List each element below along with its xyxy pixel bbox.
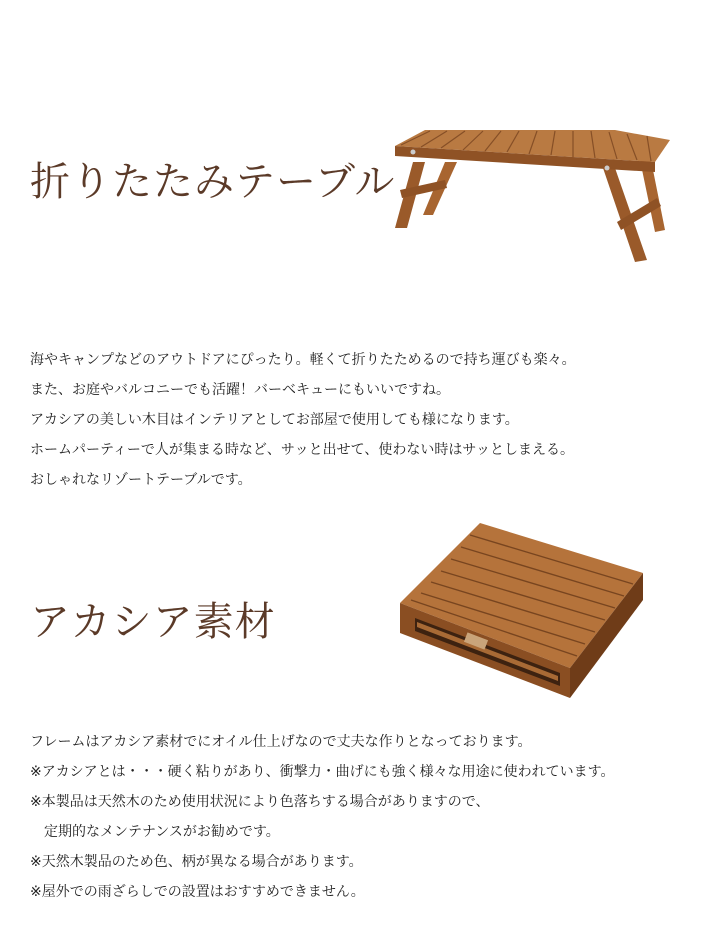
description-paragraph-1 bbox=[30, 345, 690, 495]
folding-table-image bbox=[385, 110, 675, 270]
description-line: ※天然木製品のため色、柄が異なる場合があります。 bbox=[30, 854, 363, 870]
description-paragraph-2 bbox=[30, 727, 690, 907]
description-line: ※本製品は天然木のため使用状況により色落ちする場合がありますので、 bbox=[30, 794, 490, 810]
description-line: ホームパーティーで人が集まる時など、サッと出せて、使わない時はサッとしまえる。 bbox=[30, 442, 575, 458]
description-line: 定期的なメンテナンスがお勧めです。 bbox=[44, 824, 280, 840]
description-line: フレームはアカシア素材でにオイル仕上げなので丈夫な作りとなっております。 bbox=[30, 734, 532, 750]
description-line: ※屋外での雨ざらしでの設置はおすすめできません。 bbox=[30, 884, 365, 900]
section-title-acacia-material: アカシア素材 bbox=[30, 599, 276, 645]
description-line: アカシアの美しい木目はインテリアとしてお部屋で使用しても様になります。 bbox=[30, 412, 519, 428]
description-line: 海やキャンプなどのアウトドアにぴったり。軽くて折りたためるので持ち運びも楽々。 bbox=[30, 352, 576, 368]
description-line: また、お庭やバルコニーでも活躍！バーベキューにもいいですね。 bbox=[30, 382, 450, 398]
description-line: ※アカシアとは・・・硬く粘りがあり、衝撃力・曲げにも強く様々な用途に使われています。 bbox=[30, 764, 615, 780]
folded-table-image bbox=[395, 518, 645, 703]
section-title-folding-table: 折りたたみテーブル bbox=[30, 159, 396, 205]
description-line: おしゃれなリゾートテーブルです。 bbox=[30, 472, 252, 488]
